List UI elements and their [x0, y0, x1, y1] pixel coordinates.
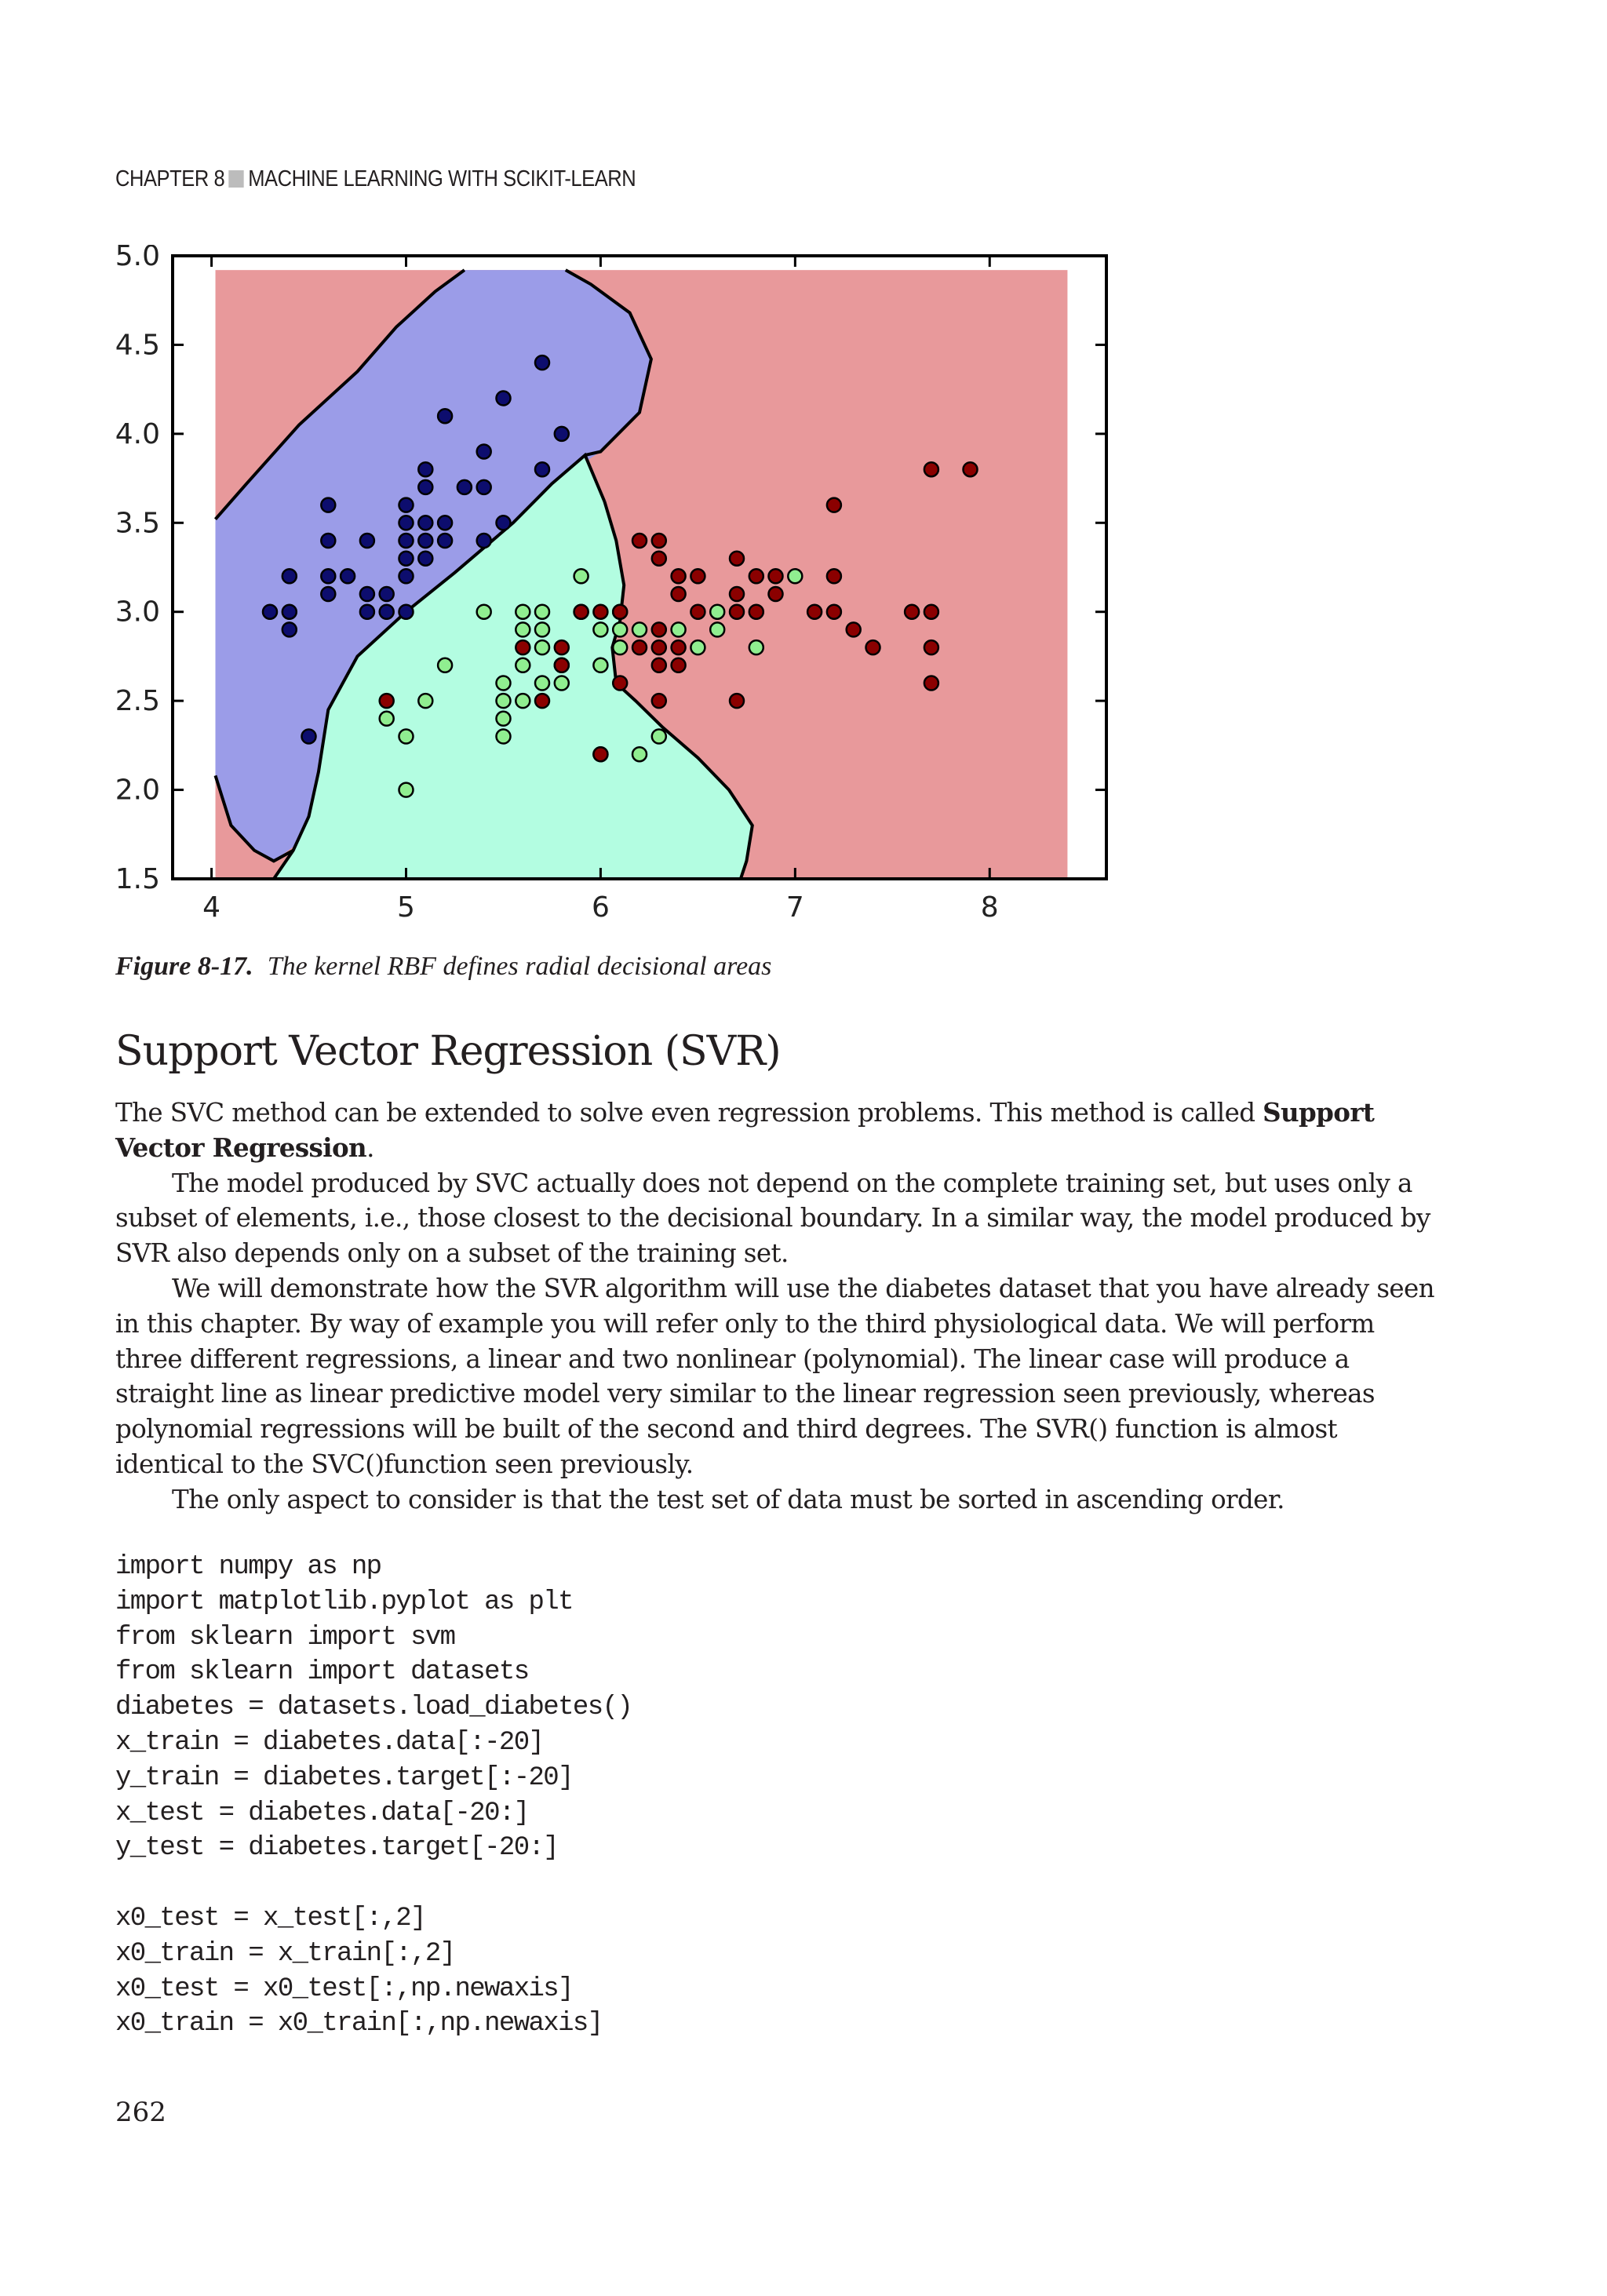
point-class-1 — [497, 694, 511, 708]
paragraph-3: We will demonstrate how the SVR algorithm will use the diabetes dataset that you have already seen in this chapter. By way of example you will refer only to the third physiological data. We will perform three different regressions, a linear and two nonlinear (polynomial). The linear case will produce a straight line as linear predictive model very similar to the linear regression seen previously, whereas polynomial regressions will be built of the second and third degrees. The SVR() function is almost identical to the SVC()function seen previously. — [115, 1273, 1434, 1479]
point-class-2 — [730, 605, 744, 619]
point-class-0 — [399, 552, 414, 566]
point-class-1 — [710, 605, 724, 619]
point-class-2 — [964, 462, 978, 476]
point-class-2 — [847, 622, 861, 636]
point-class-1 — [535, 622, 549, 636]
x-tick-label: 6 — [591, 891, 610, 924]
separator-square-icon — [229, 170, 244, 188]
point-class-2 — [749, 605, 763, 619]
point-class-1 — [516, 622, 530, 636]
point-class-2 — [691, 605, 705, 619]
point-class-0 — [457, 480, 472, 494]
point-class-1 — [516, 694, 530, 708]
chapter-label: CHAPTER 8 — [115, 166, 225, 191]
x-tick-label: 8 — [980, 891, 999, 924]
point-class-1 — [613, 622, 627, 636]
point-class-0 — [399, 605, 414, 619]
y-tick-label: 2.5 — [115, 685, 160, 718]
y-tick-label: 1.5 — [115, 863, 160, 895]
point-class-1 — [749, 640, 763, 654]
point-class-2 — [516, 640, 530, 654]
point-class-2 — [769, 569, 783, 583]
point-class-1 — [497, 676, 511, 691]
point-class-0 — [477, 534, 491, 548]
point-class-0 — [321, 534, 335, 548]
code-listing: import numpy as np import matplotlib.pyplot as plt from sklearn import svm from sklearn import datasets diabetes = datasets.load_diabetes() x_train = diabetes.data[:-20] y_train = diabetes.target[:-20] x_test = diabetes.data[-20:] y_test = diabetes.target[-20:] x0_test = x_test[:,2] x0_train = x_train[:,2] x0_test = x0_test[:,np.newaxis] x0_train = x0_train[:,np.newaxis] — [115, 1552, 632, 2039]
point-class-2 — [632, 640, 647, 654]
point-class-2 — [691, 569, 705, 583]
chapter-title: MACHINE LEARNING WITH SCIKIT-LEARN — [248, 166, 636, 191]
figure-8-17 — [110, 245, 1114, 935]
point-class-0 — [380, 605, 394, 619]
point-class-1 — [399, 783, 414, 797]
point-class-0 — [399, 516, 414, 530]
point-class-2 — [652, 640, 666, 654]
point-class-1 — [652, 730, 666, 744]
point-class-2 — [574, 605, 589, 619]
point-class-0 — [535, 355, 549, 370]
figure-caption-text: The kernel RBF defines radial decisional areas — [267, 952, 772, 981]
paragraph-1-end: . — [366, 1132, 374, 1163]
point-class-2 — [652, 552, 666, 566]
x-tick-label: 4 — [202, 891, 221, 924]
point-class-1 — [516, 605, 530, 619]
point-class-2 — [555, 658, 569, 672]
point-class-2 — [672, 587, 686, 601]
point-class-1 — [691, 640, 705, 654]
point-class-0 — [477, 445, 491, 459]
point-class-0 — [263, 605, 277, 619]
point-class-2 — [593, 747, 607, 761]
point-class-2 — [924, 605, 938, 619]
point-class-1 — [672, 622, 686, 636]
point-class-2 — [652, 694, 666, 708]
point-class-2 — [672, 658, 686, 672]
point-class-0 — [555, 427, 569, 441]
point-class-2 — [924, 640, 938, 654]
point-class-2 — [866, 640, 880, 654]
figure-label: Figure 8-17. — [115, 952, 253, 981]
point-class-2 — [535, 694, 549, 708]
point-class-0 — [418, 462, 432, 476]
point-class-0 — [418, 480, 432, 494]
point-class-0 — [360, 534, 374, 548]
point-class-0 — [360, 605, 374, 619]
point-class-0 — [302, 730, 316, 744]
point-class-0 — [282, 622, 297, 636]
y-tick-label: 4.5 — [115, 329, 160, 362]
page-number: 262 — [115, 2097, 166, 2128]
point-class-1 — [593, 658, 607, 672]
point-class-2 — [613, 676, 627, 691]
point-class-0 — [418, 552, 432, 566]
point-class-0 — [399, 534, 414, 548]
point-class-1 — [535, 676, 549, 691]
x-tick-label: 7 — [785, 891, 804, 924]
svm-rbf-decision-chart — [110, 245, 1114, 935]
point-class-0 — [282, 605, 297, 619]
paragraph-4: The only aspect to consider is that the test set of data must be sorted in ascending order. — [172, 1484, 1285, 1514]
point-class-0 — [399, 498, 414, 512]
point-class-1 — [418, 694, 432, 708]
point-class-2 — [769, 587, 783, 601]
point-class-0 — [341, 569, 355, 583]
point-class-1 — [613, 640, 627, 654]
point-class-0 — [497, 516, 511, 530]
point-class-2 — [672, 640, 686, 654]
point-class-2 — [924, 676, 938, 691]
running-head — [115, 166, 636, 192]
point-class-1 — [555, 676, 569, 691]
point-class-0 — [321, 498, 335, 512]
point-class-2 — [905, 605, 919, 619]
body-text — [115, 1095, 1441, 1518]
point-class-1 — [535, 605, 549, 619]
paragraph-1 — [115, 1095, 1441, 1166]
point-class-0 — [380, 587, 394, 601]
point-class-1 — [380, 712, 394, 726]
point-class-1 — [516, 658, 530, 672]
point-class-1 — [399, 730, 414, 744]
y-tick-label: 3.0 — [115, 596, 160, 629]
paragraph-2: The model produced by SVC actually does not depend on the complete training set, but uses only a subset of elements, i.e., those closest to the decisional boundary. In a similar way, the model produced by SVR also depends only on a subset of the training set. — [115, 1168, 1430, 1269]
point-class-1 — [710, 622, 724, 636]
point-class-0 — [418, 516, 432, 530]
point-class-1 — [632, 747, 647, 761]
point-class-0 — [418, 534, 432, 548]
point-class-1 — [574, 569, 589, 583]
y-tick-label: 3.5 — [115, 507, 160, 540]
point-class-0 — [438, 516, 452, 530]
point-class-2 — [632, 534, 647, 548]
point-class-2 — [924, 462, 938, 476]
point-class-1 — [497, 730, 511, 744]
point-class-2 — [827, 569, 841, 583]
point-class-1 — [497, 712, 511, 726]
point-class-2 — [827, 498, 841, 512]
point-class-1 — [593, 622, 607, 636]
svr-term: Support Vector Regression — [115, 1097, 1375, 1163]
point-class-2 — [593, 605, 607, 619]
point-class-0 — [438, 409, 452, 423]
point-class-2 — [730, 552, 744, 566]
point-class-2 — [380, 694, 394, 708]
point-class-0 — [535, 462, 549, 476]
point-class-0 — [477, 480, 491, 494]
point-class-0 — [360, 587, 374, 601]
point-class-2 — [730, 587, 744, 601]
point-class-1 — [535, 640, 549, 654]
y-tick-label: 4.0 — [115, 417, 160, 450]
y-tick-label: 5.0 — [115, 245, 160, 272]
section-title: Support Vector Regression (SVR) — [115, 1028, 781, 1075]
point-class-2 — [652, 534, 666, 548]
point-class-0 — [321, 587, 335, 601]
point-class-2 — [652, 622, 666, 636]
point-class-1 — [438, 658, 452, 672]
point-class-2 — [555, 640, 569, 654]
point-class-2 — [672, 569, 686, 583]
point-class-2 — [730, 694, 744, 708]
point-class-1 — [632, 622, 647, 636]
point-class-1 — [788, 569, 802, 583]
point-class-2 — [827, 605, 841, 619]
figure-caption — [115, 952, 771, 982]
point-class-2 — [807, 605, 822, 619]
x-tick-label: 5 — [397, 891, 415, 924]
point-class-2 — [652, 658, 666, 672]
paragraph-1-start: The SVC method can be extended to solve even regression problems. This method is called — [115, 1098, 1263, 1128]
point-class-0 — [438, 534, 452, 548]
point-class-0 — [399, 569, 414, 583]
point-class-0 — [282, 569, 297, 583]
y-tick-label: 2.0 — [115, 774, 160, 807]
point-class-0 — [497, 392, 511, 406]
point-class-1 — [477, 605, 491, 619]
point-class-2 — [749, 569, 763, 583]
point-class-2 — [613, 605, 627, 619]
point-class-0 — [321, 569, 335, 583]
